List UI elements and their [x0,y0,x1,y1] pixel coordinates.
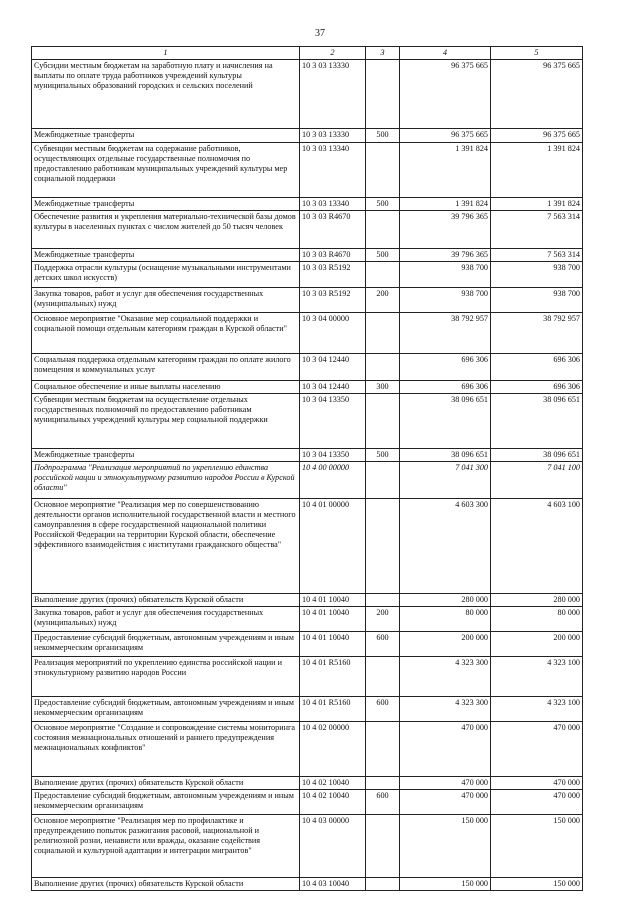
table-row [32,722,583,777]
row-expense-type [366,722,400,777]
row-amount-col5: 96 375 665 [491,60,583,129]
table-row [32,632,583,657]
row-code: 10 3 03 13330 [300,60,366,129]
row-amount-col4: 80 000 [400,607,491,632]
row-expense-type [366,878,400,891]
row-amount-col4: 96 375 665 [400,129,491,143]
table-row [32,790,583,815]
row-expense-type: 200 [366,288,400,313]
table-row [32,777,583,790]
row-amount-col4: 4 603 300 [400,499,491,594]
row-name: Основное мероприятие "Создание и сопровождение системы мониторинга состояния межнациональных отношений и раннего предупреждения межнациональных конфликтов" [32,722,300,777]
row-expense-type [366,60,400,129]
row-amount-col5: 470 000 [491,722,583,777]
row-code: 10 4 01 R5160 [300,697,366,722]
row-name: Межбюджетные трансферты [32,249,300,262]
table-row [32,394,583,449]
row-expense-type: 500 [366,249,400,262]
row-code: 10 4 03 00000 [300,815,366,878]
row-expense-type: 500 [366,129,400,143]
table-row [32,815,583,878]
row-code: 10 3 04 13350 [300,449,366,462]
row-name: Поддержка отрасли культуры (оснащение музыкальными инструментами детских школ искусств) [32,262,300,288]
row-name: Основное мероприятие "Реализация мер по профилактике и предупреждению попыток разжигания расовой, национальной и религиозной розни, ненависти или вражды, оказание содействия социальной и культурной адаптации и интеграции мигрантов" [32,815,300,878]
row-amount-col4: 938 700 [400,262,491,288]
column-number-row [32,47,583,60]
row-name: Закупка товаров, работ и услуг для обеспечения государственных (муниципальных) нужд [32,288,300,313]
table-row [32,313,583,354]
row-code: 10 3 04 00000 [300,313,366,354]
row-name: Межбюджетные трансферты [32,129,300,143]
row-code: 10 4 01 10040 [300,632,366,657]
row-expense-type [366,354,400,381]
row-amount-col5: 7 563 314 [491,249,583,262]
row-amount-col5: 470 000 [491,790,583,815]
row-name: Выполнение других (прочих) обязательств Курской области [32,594,300,607]
row-code: 10 3 04 13350 [300,394,366,449]
row-name: Межбюджетные трансферты [32,198,300,211]
column-number-1: 1 [32,47,300,60]
row-amount-col5: 4 323 100 [491,697,583,722]
row-amount-col5: 150 000 [491,878,583,891]
column-number-2: 2 [300,47,366,60]
row-expense-type [366,594,400,607]
row-amount-col5: 96 375 665 [491,129,583,143]
row-expense-type [366,143,400,198]
column-number-5: 5 [491,47,583,60]
row-name: Межбюджетные трансферты [32,449,300,462]
row-name: Подпрограмма "Реализация мероприятий по укреплению единства российской нации и этнокультурному развитию народов России в Курской области" [32,462,300,499]
row-amount-col5: 4 323 100 [491,657,583,697]
column-number-4: 4 [400,47,491,60]
row-amount-col4: 4 323 300 [400,697,491,722]
row-amount-col4: 696 306 [400,354,491,381]
row-amount-col4: 4 323 300 [400,657,491,697]
row-code: 10 3 03 13330 [300,129,366,143]
row-amount-col5: 1 391 824 [491,143,583,198]
budget-table [31,46,583,891]
row-expense-type [366,211,400,249]
row-code: 10 4 01 10040 [300,594,366,607]
row-name: Субвенции местным бюджетам на осуществление отдельных государственных полномочий по предоставлению работникам муниципальных учреждений культуры мер социальной поддержки [32,394,300,449]
row-amount-col4: 1 391 824 [400,198,491,211]
table-row [32,607,583,632]
page-number: 37 [315,28,325,39]
table-row [32,262,583,288]
row-amount-col5: 470 000 [491,777,583,790]
row-code: 10 3 04 12440 [300,354,366,381]
table-row [32,878,583,891]
row-amount-col4: 150 000 [400,878,491,891]
table-row [32,354,583,381]
row-amount-col4: 39 796 365 [400,249,491,262]
row-code: 10 3 03 R5192 [300,262,366,288]
row-amount-col5: 38 096 651 [491,449,583,462]
row-amount-col4: 470 000 [400,722,491,777]
row-amount-col4: 938 700 [400,288,491,313]
row-code: 10 4 03 10040 [300,878,366,891]
row-amount-col4: 38 096 651 [400,394,491,449]
row-amount-col5: 696 306 [491,381,583,394]
row-amount-col5: 80 000 [491,607,583,632]
row-amount-col5: 7 563 314 [491,211,583,249]
row-name: Предоставление субсидий бюджетным, автономным учреждениям и иным некоммерческим организациям [32,632,300,657]
table-row [32,211,583,249]
row-amount-col4: 39 796 365 [400,211,491,249]
row-code: 10 4 01 R5160 [300,657,366,697]
row-name: Выполнение других (прочих) обязательств Курской области [32,777,300,790]
row-amount-col4: 470 000 [400,790,491,815]
budget-table-body [32,47,583,891]
row-expense-type: 300 [366,381,400,394]
row-name: Субвенции местным бюджетам на содержание работников, осуществляющих отдельные государственные полномочия по предоставлению работникам муниципальных учреждений культуры мер социальной поддержки [32,143,300,198]
table-row [32,143,583,198]
row-code: 10 3 04 12440 [300,381,366,394]
table-row [32,657,583,697]
row-expense-type: 600 [366,790,400,815]
row-code: 10 4 02 10040 [300,777,366,790]
row-amount-col4: 150 000 [400,815,491,878]
row-name: Реализация мероприятий по укреплению единства российской нации и этнокультурному развитию народов России [32,657,300,697]
row-amount-col5: 200 000 [491,632,583,657]
row-amount-col4: 280 000 [400,594,491,607]
table-row [32,594,583,607]
row-expense-type [366,657,400,697]
row-name: Закупка товаров, работ и услуг для обеспечения государственных (муниципальных) нужд [32,607,300,632]
row-amount-col5: 696 306 [491,354,583,381]
row-code: 10 4 02 00000 [300,722,366,777]
row-amount-col5: 938 700 [491,288,583,313]
row-code: 10 3 03 R4670 [300,211,366,249]
row-expense-type: 500 [366,449,400,462]
row-expense-type: 600 [366,632,400,657]
row-expense-type [366,313,400,354]
row-name: Субсидии местным бюджетам на заработную плату и начисления на выплаты по оплате труда работников учреждений культуры муниципальных образований городских и сельских поселений [32,60,300,129]
row-name: Основное мероприятие "Реализация мер по совершенствованию деятельности органов исполнительной государственной власти и местного самоуправления в сфере государственной национальной политики Российской Федерации на территории Курской области, обеспечение эффективного взаимодействия с институтами гражданского общества" [32,499,300,594]
table-row [32,60,583,129]
row-code: 10 4 01 00000 [300,499,366,594]
row-code: 10 4 02 10040 [300,790,366,815]
row-amount-col4: 1 391 824 [400,143,491,198]
row-amount-col4: 38 096 651 [400,449,491,462]
table-row [32,198,583,211]
row-amount-col4: 38 792 957 [400,313,491,354]
table-row [32,499,583,594]
row-code: 10 3 03 13340 [300,198,366,211]
row-name: Выполнение других (прочих) обязательств Курской области [32,878,300,891]
row-amount-col5: 1 391 824 [491,198,583,211]
row-amount-col5: 150 000 [491,815,583,878]
row-expense-type [366,394,400,449]
row-expense-type: 200 [366,607,400,632]
row-code: 10 3 03 R4670 [300,249,366,262]
row-code: 10 3 03 13340 [300,143,366,198]
row-name: Основное мероприятие "Оказание мер социальной поддержки и социальной помощи отдельным категориям граждан в Курской области" [32,313,300,354]
row-amount-col5: 280 000 [491,594,583,607]
row-amount-col5: 7 041 100 [491,462,583,499]
row-code: 10 4 01 10040 [300,607,366,632]
row-code: 10 4 00 00000 [300,462,366,499]
table-row [32,697,583,722]
row-amount-col4: 96 375 665 [400,60,491,129]
table-row [32,381,583,394]
row-amount-col5: 938 700 [491,262,583,288]
row-name: Обеспечение развития и укрепления материально-технической базы домов культуры в населенных пунктах с числом жителей до 50 тысяч человек [32,211,300,249]
row-code: 10 3 03 R5192 [300,288,366,313]
row-expense-type [366,462,400,499]
row-expense-type [366,777,400,790]
row-amount-col4: 7 041 300 [400,462,491,499]
row-amount-col5: 38 792 957 [491,313,583,354]
row-name: Предоставление субсидий бюджетным, автономным учреждениям и иным некоммерческим организациям [32,697,300,722]
table-row [32,129,583,143]
column-number-3: 3 [366,47,400,60]
row-expense-type [366,499,400,594]
table-row [32,462,583,499]
table-row [32,249,583,262]
row-expense-type [366,815,400,878]
row-name: Социальное обеспечение и иные выплаты населению [32,381,300,394]
table-row [32,449,583,462]
row-amount-col5: 4 603 100 [491,499,583,594]
row-amount-col4: 200 000 [400,632,491,657]
row-amount-col4: 470 000 [400,777,491,790]
row-name: Предоставление субсидий бюджетным, автономным учреждениям и иным некоммерческим организациям [32,790,300,815]
row-amount-col5: 38 096 651 [491,394,583,449]
row-amount-col4: 696 306 [400,381,491,394]
row-expense-type [366,262,400,288]
row-name: Социальная поддержка отдельным категориям граждан по оплате жилого помещения и коммунальных услуг [32,354,300,381]
row-expense-type: 600 [366,697,400,722]
row-expense-type: 500 [366,198,400,211]
table-row [32,288,583,313]
